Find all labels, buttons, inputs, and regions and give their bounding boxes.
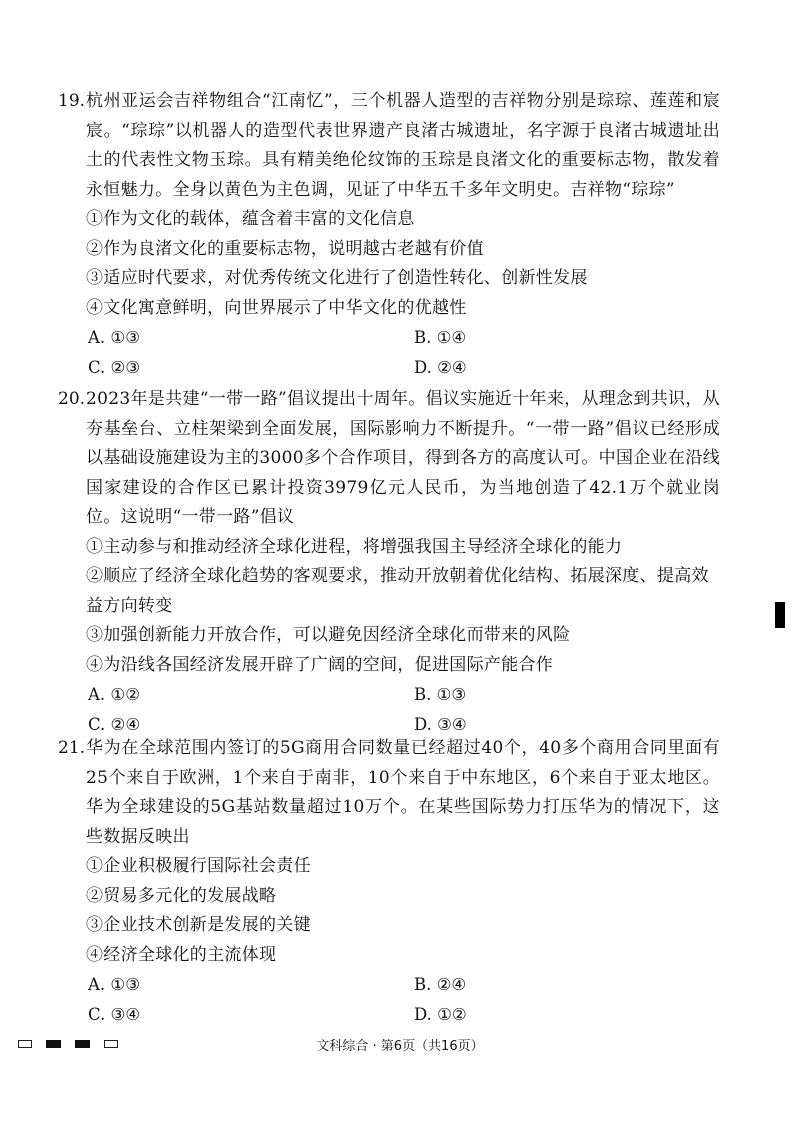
statement-2: ②作为良渚文化的重要标志物，说明越古老越有价值: [86, 238, 484, 259]
question-21: [58, 734, 720, 1029]
question-stem: 华为在全球范围内签订的5G商用合同数量已经超过40个，40多个商用合同里面有25个来自于欧洲，1个来自于南非，10个来自于中东地区，6个来自于亚太地区。华为全球建设的5G基站数量超过10万个。在某些国际势力打压华为的情况下，这些数据反映出: [86, 738, 720, 847]
question-stem: 2023年是共建“一带一路”倡议提出十周年。倡议实施近十年来，从理念到共识，从夯基垒台、立柱架梁到全面发展，国际影响力不断提升。“一带一路”倡议已经形成以基础设施建设为主的3000多个合作项目，得到各方的高度认可。中国企业在沿线国家建设的合作区已累计投资3979亿元人民币，为当地创造了42.1万个就业岗位。这说明“一带一路”倡议: [86, 389, 720, 527]
statement-2: ②贸易多元化的发展战略: [86, 885, 277, 906]
choice-d: D. ①②: [414, 1004, 467, 1024]
statement-3: ③适应时代要求，对优秀传统文化进行了创造性转化、创新性发展: [86, 268, 588, 288]
page-number-label: 文科综合 · 第6页（共16页）: [316, 1039, 484, 1054]
choice-a: A. ①②: [88, 685, 140, 704]
choice-c: C. ②③: [88, 357, 141, 377]
choice-a: A. ①③: [88, 975, 140, 994]
choice-b: B. ②④: [414, 975, 467, 994]
answer-choices: [88, 970, 720, 1029]
scan-marker: [775, 602, 785, 628]
question-number: 21.: [58, 738, 86, 758]
statement-4: ④为沿线各国经济发展开辟了广阔的空间，促进国际产能合作: [86, 654, 554, 675]
choice-c: C. ②④: [88, 714, 141, 734]
answer-choices: [88, 680, 720, 739]
statement-1: ①主动参与和推动经济全球化进程，将增强我国主导经济全球化的能力: [86, 536, 623, 557]
statement-1: ①企业积极履行国际社会责任: [86, 856, 311, 876]
choice-d: D. ③④: [414, 714, 467, 734]
question-stem: 杭州亚运会吉祥物组合“江南忆”，三个机器人造型的吉祥物分别是琮琮、莲莲和宸宸。“琮琮”以机器人的造型代表世界遗产良渚古城遗址，名字源于良渚古城遗址出土的代表性文物玉琮。具有精美绝伦纹饰的玉琮是良渚文化的重要标志物，散发着永恒魅力。全身以黄色为主色调，见证了中华五千多年文明史。吉祥物“琮琮”: [86, 91, 720, 200]
page-footer: [0, 1033, 800, 1057]
statement-4: ④经济全球化的主流体现: [86, 944, 277, 965]
choice-d: D. ②④: [414, 357, 467, 377]
statement-4: ④文化寓意鲜明，向世界展示了中华文化的优越性: [86, 297, 467, 318]
answer-choices: [88, 323, 720, 382]
statement-3: ③加强创新能力开放合作，可以避免因经济全球化而带来的风险: [86, 625, 571, 645]
choice-a: A. ①③: [88, 328, 140, 347]
statement-1: ①作为文化的载体，蕴含着丰富的文化信息: [86, 209, 415, 229]
question-19: [58, 87, 720, 382]
question-number: 20.: [58, 389, 86, 409]
choice-b: B. ①③: [414, 685, 467, 704]
statement-3: ③企业技术创新是发展的关键: [86, 915, 311, 935]
choice-c: C. ③④: [88, 1004, 141, 1024]
statement-2: ②顺应了经济全球化趋势的客观要求，推动开放朝着优化结构、拓展深度、提高效益方向转变: [86, 566, 709, 616]
question-20: [58, 385, 720, 739]
question-number: 19.: [58, 91, 86, 111]
choice-b: B. ①④: [414, 328, 467, 347]
